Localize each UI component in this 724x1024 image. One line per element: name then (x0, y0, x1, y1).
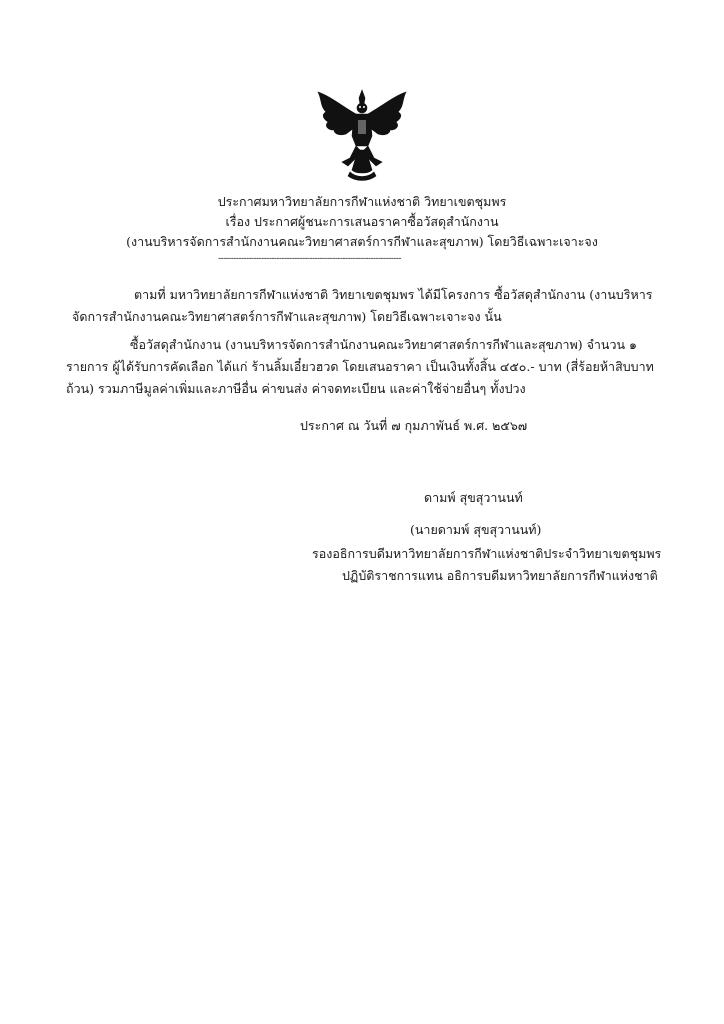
body-paragraph-1-line-1: ตามที่ มหาวิทยาลัยการกีฬาแห่งชาติ วิทยาเขตชุมพร ได้มีโครงการ ซื้อวัสดุสำนักงาน (งานบริหาร (134, 287, 653, 302)
signature-name: ดามพ์ สุขสุวานนท์ (424, 490, 523, 505)
signature-printed-name: (นายดามพ์ สุขสุวานนท์) (410, 522, 542, 537)
garuda-emblem-icon (312, 84, 412, 184)
announcement-title: ประกาศมหาวิทยาลัยการกีฬาแห่งชาติ วิทยาเขตชุมพร (217, 194, 507, 209)
signature-position-1: รองอธิการบดีมหาวิทยาลัยการกีฬาแห่งชาติประจำวิทยาเขตชุมพร (312, 546, 662, 561)
signature-position-2: ปฏิบัติราชการแทน อธิการบดีมหาวิทยาลัยการกีฬาแห่งชาติ (342, 568, 658, 583)
body-paragraph-2-line-3: ถ้วน) รวมภาษีมูลค่าเพิ่มและภาษีอื่น ค่าขนส่ง ค่าจดทะเบียน และค่าใช้จ่ายอื่นๆ ทั้งปวง (66, 381, 526, 396)
announcement-date: ประกาศ ณ วันที่ ๗ กุมภาพันธ์ พ.ศ. ๒๕๖๗ (300, 418, 528, 433)
body-paragraph-1-line-2: จัดการสำนักงานคณะวิทยาศาสตร์การกีฬาและสุขภาพ) โดยวิธีเฉพาะเจาะจง นั้น (72, 309, 502, 324)
header-separator: ------------------------------------------------------------------------ (218, 254, 401, 264)
body-paragraph-2-line-2: รายการ ผู้ได้รับการคัดเลือก ได้แก่ ร้านลิ้มเอี๋ยวฮวด โดยเสนอราคา เป็นเงินทั้งสิ้น ๔๕๐.- บาท (สี่ร้อยห้าสิบบาท (66, 359, 654, 374)
announcement-header (60, 192, 664, 252)
announcement-subject: เรื่อง ประกาศผู้ชนะการเสนอราคาซื้อวัสดุสำนักงาน (225, 214, 499, 229)
announcement-subject-detail: (งานบริหารจัดการสำนักงานคณะวิทยาศาสตร์การกีฬาและสุขภาพ) โดยวิธีเฉพาะเจาะจง (126, 234, 598, 249)
body-paragraph-2-line-1: ซื้อวัสดุสำนักงาน (งานบริหารจัดการสำนักงานคณะวิทยาศาสตร์การกีฬาและสุขภาพ) จำนวน ๑ (130, 337, 637, 352)
